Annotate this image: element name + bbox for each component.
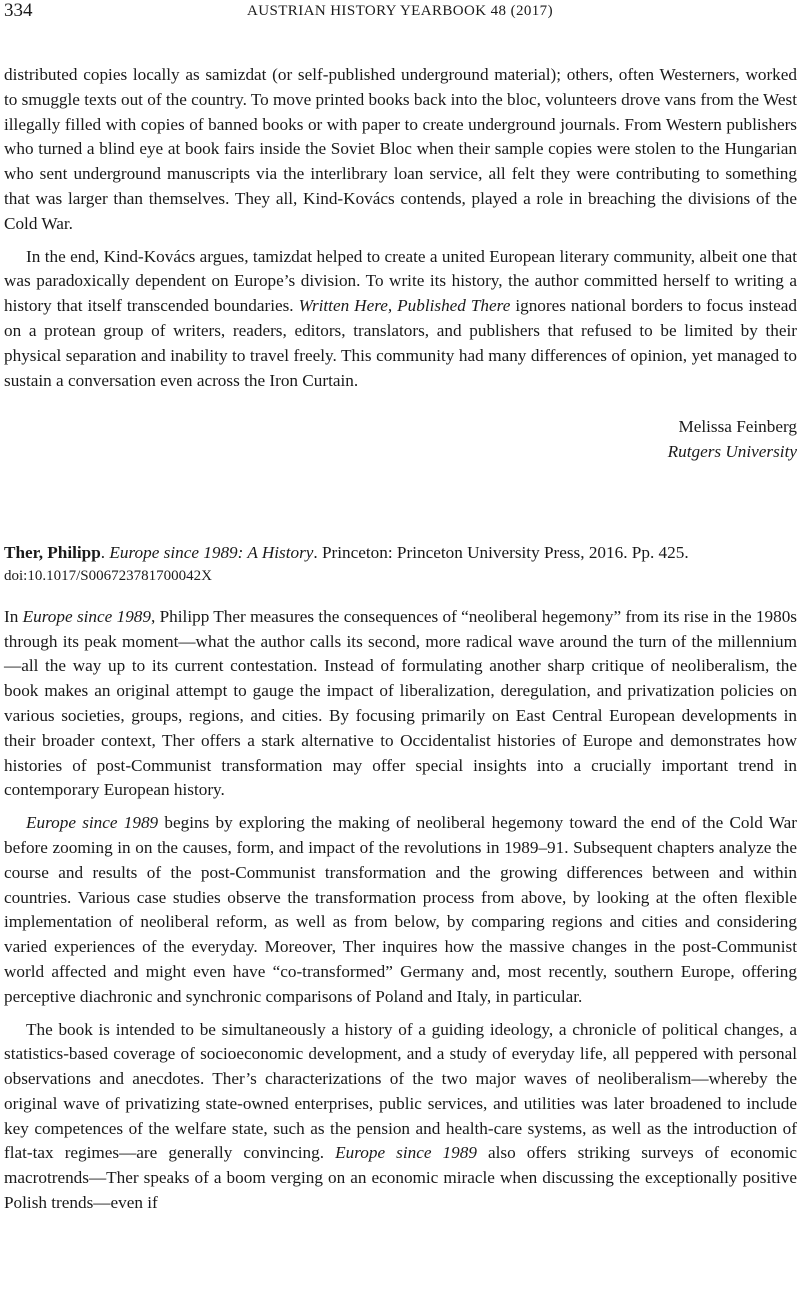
running-head: AUSTRIAN HISTORY YEARBOOK 48 (2017) xyxy=(247,3,553,19)
page-content xyxy=(4,63,797,1216)
page-header xyxy=(0,0,800,30)
book-title-italic: Written Here, Published There xyxy=(298,296,511,316)
publication-details: . Princeton: Princeton University Press, 2016. Pp. 425. xyxy=(313,542,689,562)
reviewer-name: Melissa Feinberg xyxy=(678,417,797,437)
reviewer-signature xyxy=(4,415,797,465)
review2-paragraph-3: The book is intended to be simultaneously a history of a guiding ideology, a chronicle of political changes, a statistics-based coverage of socioeconomic development, and a study of everyday life, all peppered with personal observations and anecdotes. Ther’s characterizations of the two major waves of neoliberalism—whereby the original wave of privatizing state-owned enterprises, public services, and utilities was later broadened to include key competences of the welfare state, such as the pension and health-care systems, as well as the introduction of flat-tax regimes—are generally convincing. Europe since 1989 also offers striking surveys of economic macrotrends—Ther speaks of a boom verging on an economic miracle when discussing the exceptionally positive Polish trends—even if xyxy=(4,1019,798,1213)
book-author: Ther, Philipp xyxy=(4,542,101,562)
book-title: Europe since 1989: A History xyxy=(109,542,314,562)
review-citation: Ther, Philipp. Europe since 1989: A History. Princeton: Princeton University Press, 2016. Pp. 425. xyxy=(4,542,689,562)
review1-paragraph-1: distributed copies locally as samizdat (or self-published underground material); others, often Westerners, worked to smuggle texts out of the country. To move printed books back into the bloc, volunteers drove vans from the West illegally filled with copies of banned books or with paper to create underground journals. From Western publishers who turned a blind eye at book fairs inside the Soviet Bloc when their sample copies were stolen to the Hungarian who sent underground manuscripts via the interlibrary loan service, all felt they were contributing to something that was larger than themselves. They all, Kind-Kovács contends, played a role in breaching the divisions of the Cold War. xyxy=(4,65,797,233)
page-number: 334 xyxy=(4,0,33,21)
reviewer-institution: Rutgers University xyxy=(667,442,797,462)
doi-line: doi:10.1017/S006723781700042X xyxy=(4,567,212,584)
review2-paragraph-2: Europe since 1989 begins by exploring the making of neoliberal hegemony toward the end of the Cold War before zooming in on the causes, form, and impact of the revolutions in 1989–91. Subsequent chapters analyze the course and results of the post-Communist transformation and the growing differences between and within countries. Various case studies observe the transformation process from above, by looking at the often flexible implementation of neoliberal reform, as well as from below, by comparing regions and cities and considering varied experiences of the everyday. Moreover, Ther inquires how the massive changes in the post-Communist world affected and might even have “co-transformed” Germany and, most recently, southern Europe, offering perceptive diachronic and synchronic comparisons of Poland and Italy, in particular. xyxy=(4,813,797,1006)
review1-paragraph-2: In the end, Kind-Kovács argues, tamizdat helped to create a united European literary community, albeit one that was paradoxically dependent on Europe’s division. To write its history, the author committed herself to writing a history that itself transcended boundaries. Written Here, Published There ignores national borders to focus instead on a protean group of writers, readers, editors, translators, and publishers that refused to be limited by their physical separation and inability to travel freely. This community had many differences of opinion, yet managed to sustain a conversation even across the Iron Curtain. xyxy=(4,246,798,390)
review2-paragraph-1: In Europe since 1989, Philipp Ther measures the consequences of “neoliberal hegemony” from its rise in the 1980s through its peak moment—what the author calls its second, more radical wave around the turn of the millennium—all the way up to its current contestation. Instead of formulating another sharp critique of neoliberalism, the book makes an original attempt to gauge the impact of liberalization, deregulation, and privatization policies on various societies, groups, regions, and cities. By focusing primarily on East Central European developments in their broader context, Ther offers a stark alternative to Occidentalist histories of Europe and demonstrates how histories of post-Communist transformation may offer special insights into a crucially important trend in contemporary European history. xyxy=(4,606,797,800)
